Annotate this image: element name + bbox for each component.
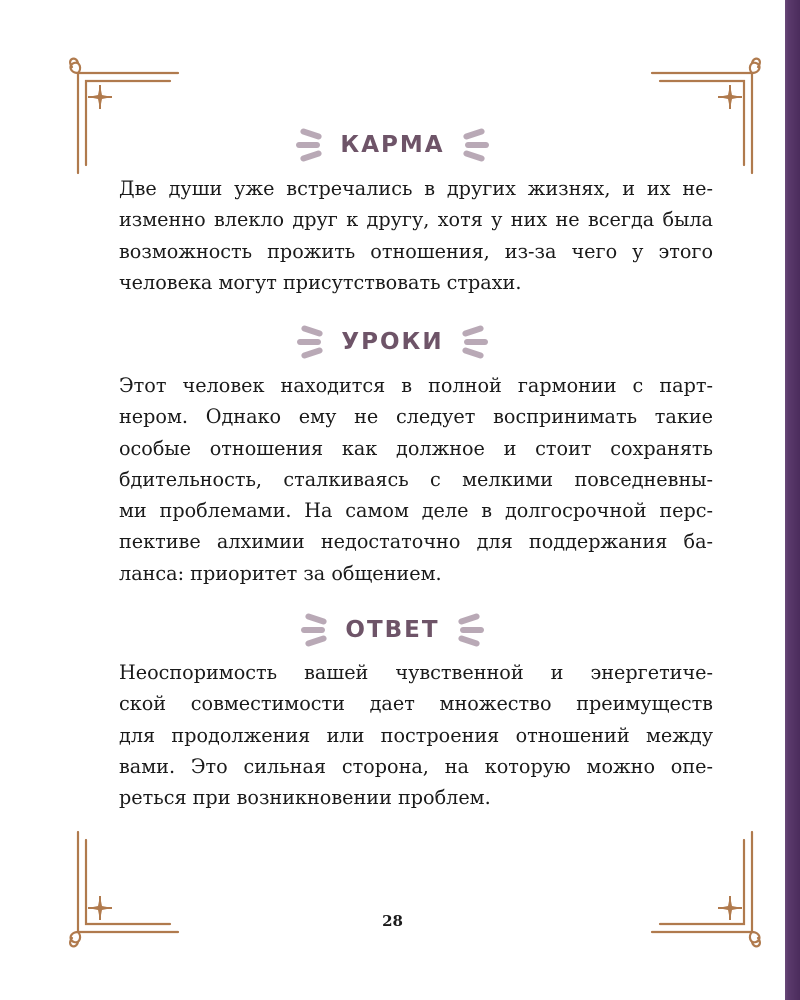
text-line: Две души уже встречались в других жизнях, и их не- <box>119 177 713 200</box>
text-line: для продолжения или построения отношений между <box>119 723 713 747</box>
section-text-lessons <box>119 370 713 589</box>
text-line: бдительность, сталкиваясь с мелкими повседневны- <box>119 467 713 491</box>
text-line: Этот человек находится в полной гармонии с парт- <box>119 374 713 397</box>
corner-ornament-bottom-left <box>60 830 180 950</box>
text-line: особые отношения как должное и стоит сохранять <box>119 436 713 460</box>
section-heading-lessons <box>0 322 785 362</box>
corner-ornament-bottom-right <box>650 830 770 950</box>
text-line: Неоспоримость вашей чувственной и энергетиче- <box>119 661 713 684</box>
text-line: ланса: приоритет за общением. <box>119 561 442 585</box>
text-line: пективе алхимии недостаточно для поддержания ба- <box>119 530 713 554</box>
section-heading-answer <box>0 610 785 650</box>
page-number: 28 <box>382 912 403 930</box>
flourish-right-icon <box>460 325 490 359</box>
section-text-karma <box>119 173 713 298</box>
flourish-right-icon <box>456 613 486 647</box>
text-line: возможность прожить отношения, из-за чего у этого <box>119 239 713 263</box>
text-line: реться при возникновении проблем. <box>119 786 491 810</box>
flourish-left-icon <box>295 325 325 359</box>
text-line: ми проблемами. На самом деле в долгосрочной перс- <box>119 499 713 523</box>
section-title: КАРМА <box>340 132 445 158</box>
text-line: нером. Однако ему не следует воспринимать такие <box>119 405 713 429</box>
section-text-answer <box>119 657 713 813</box>
section-heading-karma <box>0 125 785 165</box>
flourish-left-icon <box>299 613 329 647</box>
section-title: ОТВЕТ <box>345 617 440 643</box>
section-title: УРОКИ <box>341 329 444 355</box>
text-line: вами. Это сильная сторона, на которую можно опе- <box>119 754 713 778</box>
text-line: ской совместимости дает множество преимуществ <box>119 692 713 716</box>
text-line: изменно влекло друг к другу, хотя у них не всегда была <box>119 208 713 232</box>
flourish-left-icon <box>294 128 324 162</box>
flourish-right-icon <box>461 128 491 162</box>
page-edge-strip <box>785 0 800 1000</box>
text-line: человека могут присутствовать страхи. <box>119 270 522 294</box>
